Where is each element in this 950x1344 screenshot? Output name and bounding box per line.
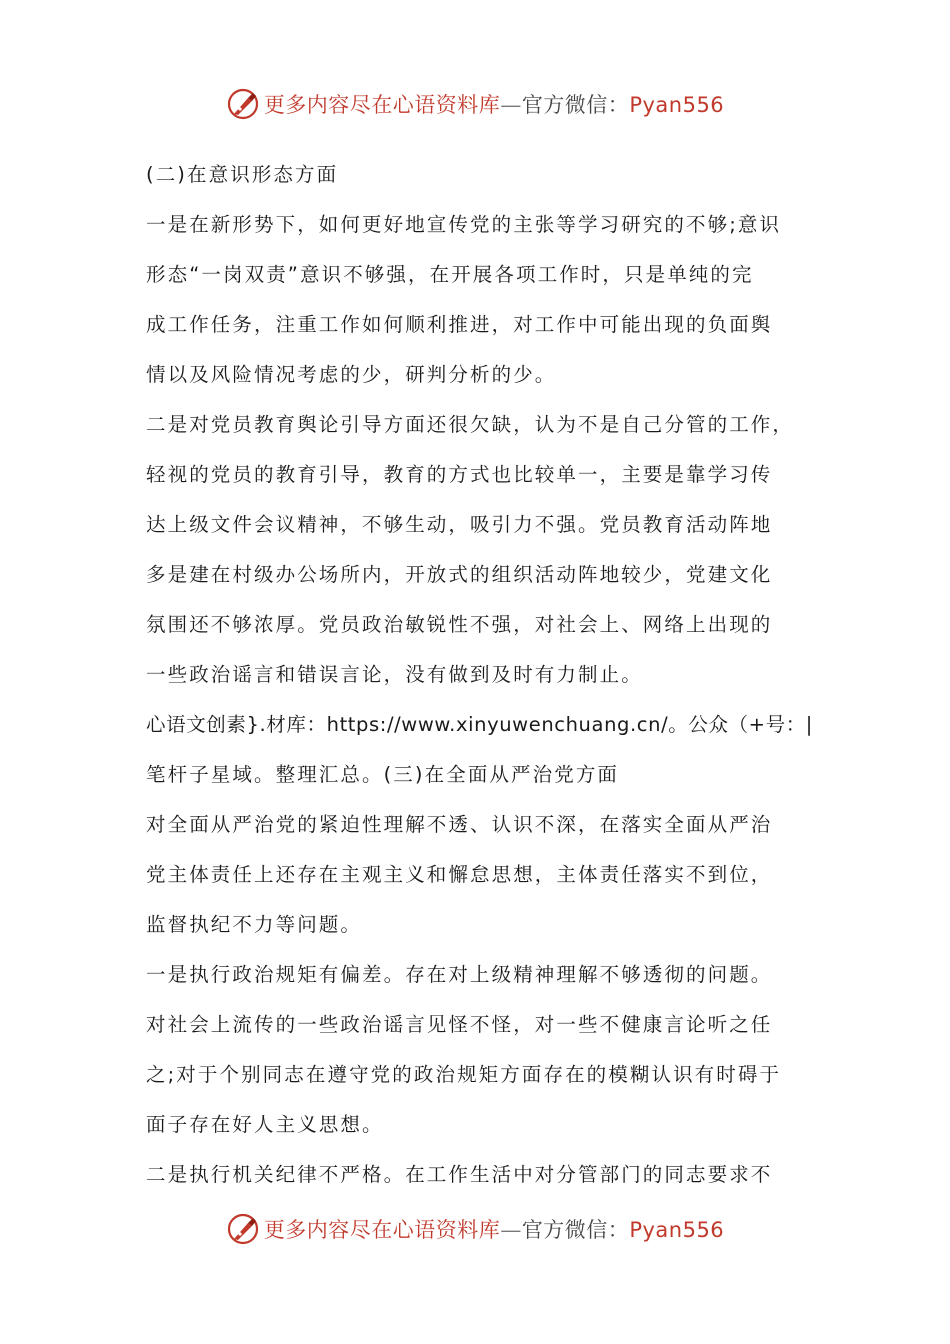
banner-main-text: 更多内容尽在心语资料库 <box>263 93 501 117</box>
section-heading-ideology: (二)在意识形态方面 <box>146 163 339 186</box>
body-line: 对全面从严治党的紧迫性理解不透、认识不深，在落实全面从严治 <box>146 813 773 836</box>
body-line: 党主体责任上还存在主观主义和懈怠思想，主体责任落实不到位， <box>146 863 773 886</box>
banner-dash: — <box>500 1218 522 1242</box>
banner-wechat-id: Pyan556 <box>629 1218 725 1242</box>
pen-nib-logo-icon <box>226 1212 260 1246</box>
body-line: 氛围还不够浓厚。党员政治敏锐性不强，对社会上、网络上出现的 <box>146 613 773 636</box>
document-body <box>146 150 813 1200</box>
banner-wechat-label: 官方微信： <box>521 1218 630 1242</box>
body-line: 一是在新形势下，如何更好地宣传党的主张等学习研究的不够;意识 <box>146 213 782 236</box>
section-heading-party-discipline: 笔杆子星域。整理汇总。(三)在全面从严治党方面 <box>146 763 620 786</box>
body-line: 成工作任务，注重工作如何顺利推进，对工作中可能出现的负面舆 <box>146 313 773 336</box>
pen-nib-logo-icon <box>226 87 260 121</box>
body-line: 二是执行机关纪律不严格。在工作生活中对分管部门的同志要求不 <box>146 1163 773 1186</box>
body-line: 监督执纪不力等问题。 <box>146 913 363 936</box>
body-line: 情以及风险情况考虑的少，研判分析的少。 <box>146 363 557 386</box>
header-banner <box>0 84 950 124</box>
banner-wechat-id: Pyan556 <box>629 93 725 117</box>
body-line: 对社会上流传的一些政治谣言见怪不怪，对一些不健康言论听之任 <box>146 1013 773 1036</box>
body-line: 形态“一岗双责”意识不够强，在开展各项工作时，只是单纯的完 <box>146 263 754 286</box>
body-line: 之;对于个别同志在遵守党的政治规矩方面存在的模糊认识有时碍于 <box>146 1063 782 1086</box>
body-line: 轻视的党员的教育引导，教育的方式也比较单一，主要是靠学习传 <box>146 463 773 486</box>
banner-dash: — <box>500 93 522 117</box>
body-line: 一是执行政治规矩有偏差。存在对上级精神理解不够透彻的问题。 <box>146 963 773 986</box>
banner-text <box>264 1214 724 1244</box>
body-line: 二是对党员教育舆论引导方面还很欠缺，认为不是自己分管的工作， <box>146 413 795 436</box>
banner-main-text: 更多内容尽在心语资料库 <box>263 1218 501 1242</box>
body-line: 达上级文件会议精神，不够生动，吸引力不强。党员教育活动阵地 <box>146 513 773 536</box>
body-line: 一些政治谣言和错误言论，没有做到及时有力制止。 <box>146 663 643 686</box>
banner-text <box>264 89 724 119</box>
source-note-line: 心语文创素}.材库：https://www.xinyuwenchuang.cn/。公众（+号：| <box>146 713 813 736</box>
banner-wechat-label: 官方微信： <box>521 93 630 117</box>
body-line: 面子存在好人主义思想。 <box>146 1113 384 1136</box>
body-line: 多是建在村级办公场所内，开放式的组织活动阵地较少，党建文化 <box>146 563 773 586</box>
footer-banner <box>0 1209 950 1249</box>
